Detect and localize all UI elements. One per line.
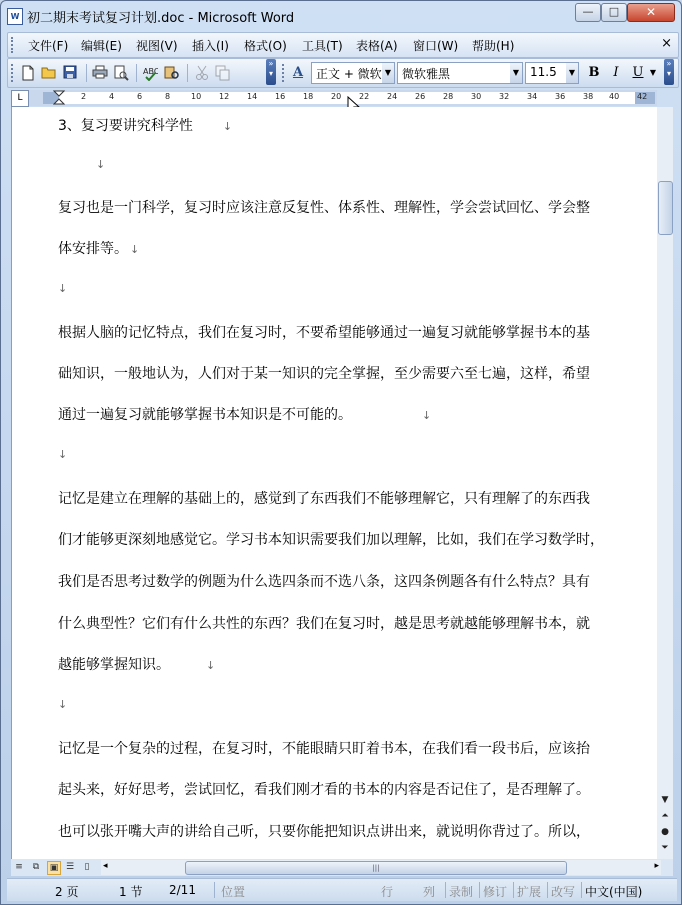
ruler-tick: 24 (387, 92, 398, 101)
status-separator (513, 882, 514, 898)
status-column: 列 (423, 885, 436, 899)
ruler-tick: 38 (583, 92, 594, 101)
scroll-left-arrow-icon[interactable]: ◂ (103, 861, 108, 871)
status-separator (479, 882, 480, 898)
minimize-button[interactable]: — (575, 3, 601, 22)
close-button[interactable]: ✕ (627, 3, 675, 22)
line-text: 起头来，好好思考，尝试回忆，看我们刚才看的书本的内容是否记住了，是否理解了。 (58, 782, 590, 798)
document-line[interactable] (58, 738, 648, 758)
document-line[interactable] (88, 156, 658, 172)
scroll-down-arrow-icon[interactable]: ▼ (661, 795, 669, 805)
status-record[interactable]: 录制 (449, 885, 474, 899)
toolbar-grip-handle[interactable] (282, 64, 286, 82)
line-text: 记忆是一个复杂的过程，在复习时，不能眼睛只盯着书本，在我们看一段书后，应该抬 (58, 741, 590, 757)
ruler-tick: 18 (303, 92, 314, 101)
menu-window[interactable]: 窗口(W) (413, 39, 459, 53)
vertical-scrollbar[interactable] (657, 107, 673, 859)
menu-file[interactable]: 文件(F) (28, 39, 69, 53)
ruler-tick: 42 (637, 92, 648, 101)
ruler-tick: 16 (275, 92, 286, 101)
style-select-value: 正文 + 微软 (316, 67, 382, 81)
word-app-icon[interactable]: W (7, 8, 23, 25)
menu-insert[interactable]: 插入(I) (192, 39, 229, 53)
ruler-tick: 26 (415, 92, 426, 101)
ruler-tick: 2 (81, 92, 87, 101)
indent-marker-icon[interactable] (53, 90, 65, 106)
underline-button[interactable]: U (632, 65, 644, 80)
styles-formatting-icon[interactable]: A (292, 65, 304, 80)
save-icon[interactable] (62, 65, 78, 81)
status-position: 位置 (221, 885, 246, 899)
spelling-check-icon[interactable] (142, 65, 158, 81)
line-text: 记忆是建立在理解的基础上的，感觉到了东西我们不能够理解它，只有理解了的东西我 (58, 491, 590, 507)
status-track-changes[interactable]: 修订 (483, 885, 508, 899)
status-page-of: 2/11 (169, 883, 196, 897)
menu-view[interactable]: 视图(V) (136, 39, 178, 53)
menu-format[interactable]: 格式(O) (244, 39, 287, 53)
outline-view-icon[interactable]: ☰ (65, 862, 75, 872)
menu-grip-handle[interactable] (11, 37, 15, 53)
ruler-tick: 10 (191, 92, 202, 101)
line-text: 越能够掌握知识。 (58, 657, 170, 673)
paragraph-mark: ↓ (96, 158, 106, 171)
line-text: 我们是否思考过数学的例题为什么选四条而不选八条，这四条例题各有什么特点？具有 (58, 574, 590, 590)
line-text: 也可以张开嘴大声的讲给自己听，只要你能把知识点讲出来，就说明你背过了。所以， (58, 824, 590, 840)
document-line[interactable] (58, 446, 648, 462)
ruler-tick: 30 (471, 92, 482, 101)
maximize-button[interactable]: □ (601, 3, 627, 22)
toolbar-options-chevron-icon[interactable]: » ▾ (664, 59, 674, 85)
ruler-tick: 8 (165, 92, 171, 101)
document-line[interactable] (58, 363, 648, 383)
chevron-down-icon[interactable]: ▼ (382, 63, 394, 83)
view-and-hscroll-bar (11, 859, 673, 876)
paragraph-mark: ↓ (422, 409, 432, 422)
ruler-tick: 6 (137, 92, 143, 101)
line-text: 们才能够更深刻地感觉它。学习书本知识需要我们加以理解，比如，我们在学习数学时， (58, 532, 604, 548)
document-line[interactable] (58, 571, 648, 591)
document-line[interactable] (58, 115, 648, 135)
select-browse-object-icon[interactable]: ● (661, 827, 669, 837)
status-separator (547, 882, 548, 898)
document-line[interactable] (58, 529, 648, 549)
toolbar-options-chevron-icon[interactable]: » ▾ (266, 59, 276, 85)
document-line[interactable] (58, 404, 648, 424)
line-text: 3、复习要讲究科学性 (58, 118, 193, 134)
document-line[interactable] (58, 238, 648, 258)
chevron-down-icon[interactable]: ▼ (566, 63, 578, 83)
ruler-tick: 4 (109, 92, 115, 101)
horizontal-scrollbar[interactable] (101, 860, 661, 875)
print-preview-icon[interactable] (113, 65, 129, 81)
line-text: 通过一遍复习就能够掌握书本知识是不可能的。 (58, 407, 352, 423)
status-section: 1 节 (119, 885, 143, 899)
scroll-right-arrow-icon[interactable]: ▸ (654, 861, 659, 871)
font-size-select[interactable] (525, 62, 579, 84)
status-page: 2 页 (55, 885, 79, 899)
menu-tools[interactable]: 工具(T) (302, 39, 343, 53)
vertical-scroll-thumb[interactable] (658, 181, 673, 235)
paragraph-mark: ↓ (58, 282, 68, 295)
ruler-tick: 20 (331, 92, 342, 101)
font-size-value: 11.5 (530, 65, 557, 79)
ruler-tick: 28 (443, 92, 454, 101)
print-layout-view-icon[interactable]: ▣ (47, 861, 61, 875)
italic-button[interactable]: I (613, 65, 619, 80)
status-overtype[interactable]: 改写 (551, 885, 576, 899)
status-separator (581, 882, 582, 898)
document-line[interactable] (58, 654, 648, 674)
ruler-tick: 12 (219, 92, 230, 101)
chevron-down-icon[interactable]: ▼ (510, 63, 522, 83)
tab-selector[interactable]: L (11, 90, 29, 107)
paragraph-mark: ↓ (58, 448, 68, 461)
menu-bar (7, 32, 679, 58)
ruler-tick: 40 (609, 92, 620, 101)
underline-options-chevron-icon[interactable]: ▼ (649, 68, 657, 77)
reading-layout-view-icon[interactable]: ▯ (84, 862, 90, 872)
document-line[interactable] (58, 280, 648, 296)
document-line[interactable] (58, 696, 648, 712)
formatting-toolbar (7, 58, 679, 88)
web-layout-view-icon[interactable]: ⧉ (32, 862, 40, 872)
status-separator (445, 882, 446, 898)
cut-icon[interactable] (194, 65, 210, 81)
ruler-tick: 34 (527, 92, 538, 101)
document-line[interactable] (58, 821, 648, 841)
style-select[interactable] (311, 62, 395, 84)
open-folder-icon[interactable] (41, 65, 57, 81)
paragraph-mark: ↓ (58, 698, 68, 711)
title-bar (1, 1, 681, 29)
ruler-bar (11, 90, 657, 106)
line-text: 根据人脑的记忆特点，我们在复习时，不要希望能够通过一遍复习就能够掌握书本的基 (58, 325, 590, 341)
line-text: 体安排等。 (58, 241, 128, 257)
document-close-button[interactable]: × (661, 36, 672, 51)
line-text: 复习也是一门科学，复习时应该注意反复性、体系性、理解性，学会尝试回忆、学会整 (58, 200, 590, 216)
document-line[interactable] (58, 779, 648, 799)
ruler-tick: 32 (499, 92, 510, 101)
menu-help[interactable]: 帮助(H) (472, 39, 515, 53)
status-line: 行 (381, 885, 394, 899)
previous-page-icon[interactable]: ⏶ (661, 811, 669, 821)
copy-icon[interactable] (215, 65, 231, 81)
paragraph-mark: ↓ (130, 243, 140, 256)
paragraph-mark: ↓ (222, 120, 233, 133)
toolbar-grip-handle[interactable] (11, 64, 15, 82)
next-page-icon[interactable]: ⏷ (661, 843, 669, 853)
document-line[interactable] (58, 613, 648, 633)
document-page[interactable] (11, 107, 658, 859)
research-icon[interactable] (164, 65, 180, 81)
print-icon[interactable] (92, 65, 108, 81)
ruler-tick: 36 (555, 92, 566, 101)
menu-edit[interactable]: 编辑(E) (81, 39, 122, 53)
status-separator (214, 882, 215, 898)
ruler-tick: 14 (247, 92, 258, 101)
font-select-value: 微软雅黑 (402, 67, 451, 81)
horizontal-scroll-thumb[interactable]: ||| (185, 861, 567, 875)
status-language[interactable]: 中文(中国) (585, 885, 643, 899)
status-extend[interactable]: 扩展 (517, 885, 542, 899)
new-document-icon[interactable] (20, 65, 36, 81)
document-line[interactable] (58, 197, 648, 217)
toolbar-separator (86, 64, 87, 82)
paragraph-mark: ↓ (206, 659, 216, 672)
status-bar (7, 878, 677, 901)
toolbar-separator (136, 64, 137, 82)
svg-text:ABC: ABC (143, 67, 158, 76)
menu-table[interactable]: 表格(A) (356, 39, 398, 53)
ruler-tick: 22 (359, 92, 370, 101)
document-line[interactable] (58, 322, 648, 342)
bold-button[interactable]: B (588, 65, 600, 80)
line-text: 什么典型性？它们有什么共性的东西？我们在复习时，越是思考就越能够理解书本，就 (58, 616, 590, 632)
toolbar-separator (187, 64, 188, 82)
font-select[interactable] (397, 62, 523, 84)
document-line[interactable] (58, 488, 648, 508)
window-title: 初二期末考试复习计划.doc - Microsoft Word (27, 11, 295, 26)
normal-view-icon[interactable]: ≡ (15, 862, 23, 872)
line-text: 础知识，一般地认为，人们对于某一知识的完全掌握，至少需要六至七遍，这样，希望 (58, 366, 590, 382)
